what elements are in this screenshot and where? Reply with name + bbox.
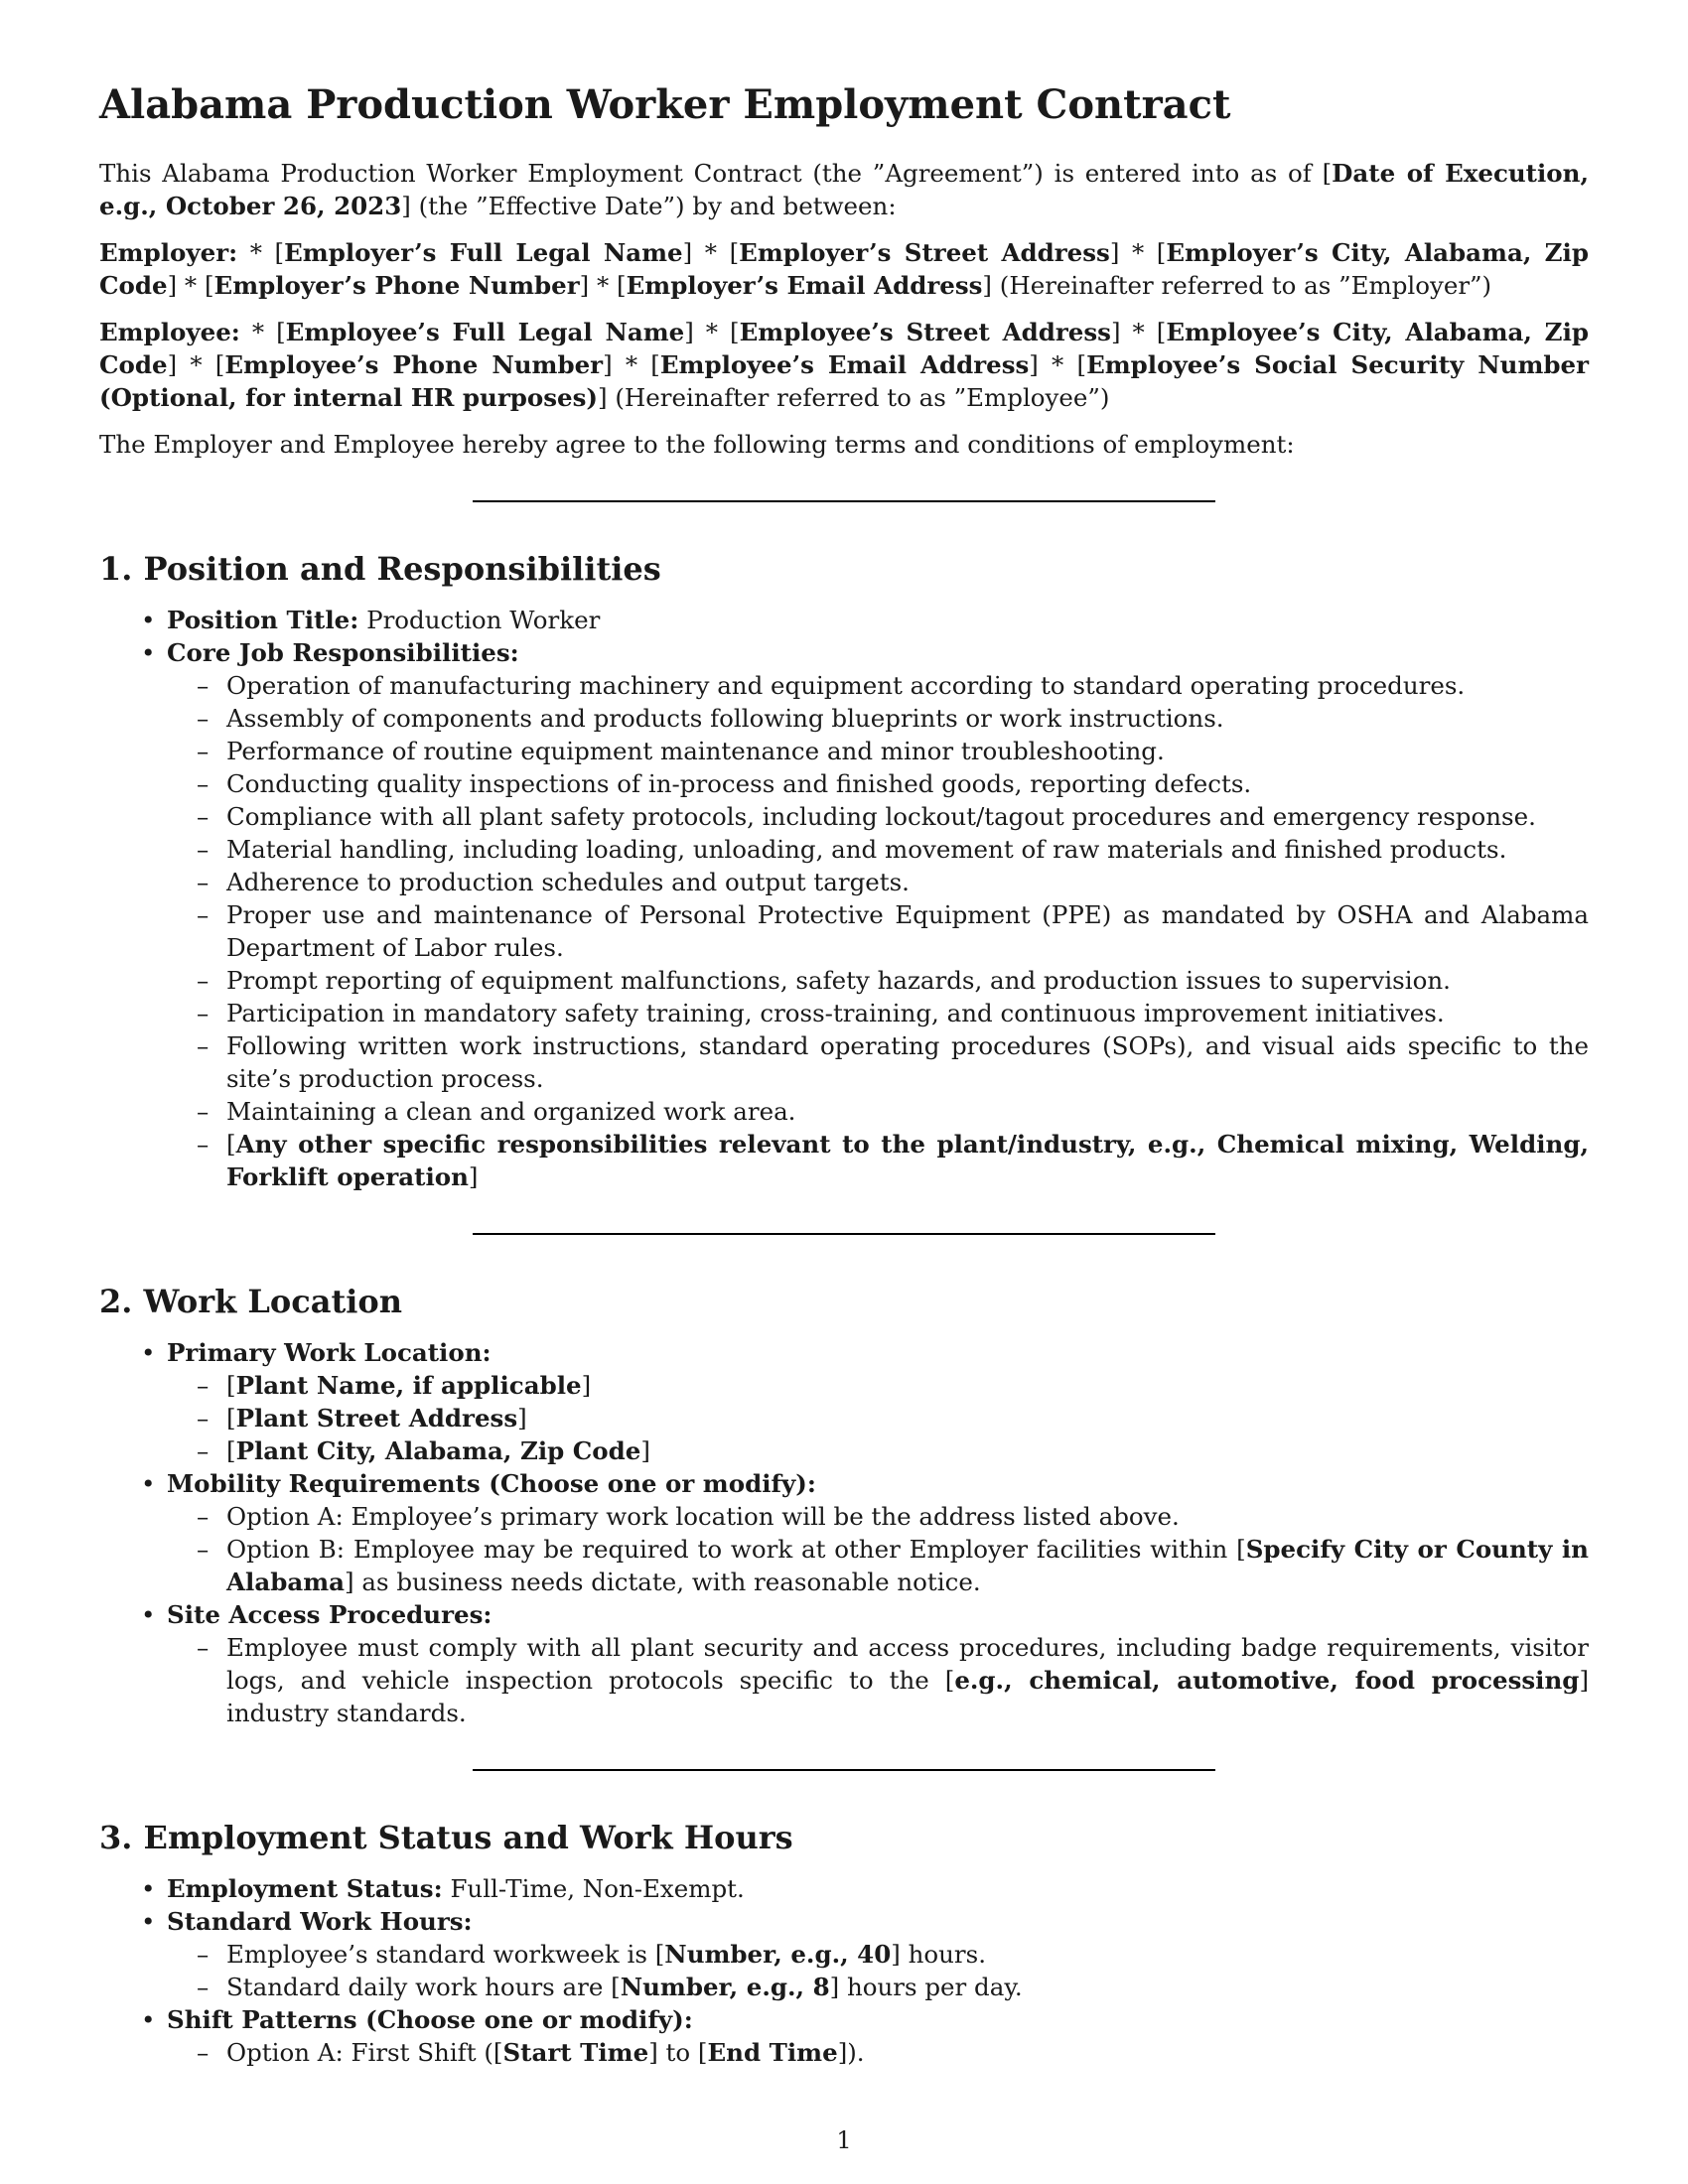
section-3-list [99, 1872, 1589, 2069]
list-item [197, 767, 1589, 800]
daily-hours-placeholder: Number, e.g., 8 [620, 1973, 830, 2001]
employer-name-field: Employer’s Full Legal Name [284, 238, 683, 267]
mobility-list [167, 1500, 1589, 1598]
industry-placeholder: e.g., chemical, automotive, food processing [954, 1666, 1580, 1695]
section-divider [473, 500, 1215, 502]
list-item [197, 997, 1589, 1029]
site-access-prefix: Employee must comply with all plant security and access procedures, including badge requirements, visitor logs, and vehicle inspection protocols specific to the [ [226, 1633, 1589, 1695]
dash-icon: – [197, 1973, 210, 2001]
employee-city-field: Employee’s City, Alabama, Zip Code [99, 318, 1590, 379]
dash-icon: – [197, 1031, 210, 1060]
responsibility-text: Prompt reporting of equipment malfunctions, safety hazards, and production issues to supervision. [226, 966, 1451, 995]
list-item [197, 2036, 1589, 2069]
work-hours-list [167, 1938, 1589, 2003]
list-item [197, 1500, 1589, 1533]
responsibility-text: Assembly of components and products following blueprints or work instructions. [226, 704, 1224, 733]
dash-icon: – [197, 769, 210, 798]
employee-street-field: Employee’s Street Address [739, 318, 1111, 346]
dash-icon: – [197, 1502, 210, 1531]
site-access-suffix: ] industry standards. [226, 1666, 1589, 1727]
list-item [197, 735, 1589, 767]
employer-city-field: Employer’s City, Alabama, Zip Code [99, 238, 1589, 300]
shift-suffix: ]). [837, 2038, 865, 2067]
primary-location-list [167, 1369, 1589, 1467]
list-item [197, 1095, 1589, 1128]
dash-icon: – [197, 1436, 210, 1465]
responsibility-text: Operation of manufacturing machinery and equipment according to standard operating procedures. [226, 671, 1466, 700]
section-divider [473, 1769, 1215, 1771]
section-3-heading: 3. Employment Status and Work Hours [99, 1819, 793, 1856]
primary-location-label: Primary Work Location: [167, 1338, 492, 1367]
dash-icon: – [197, 704, 210, 733]
list-item [141, 604, 1589, 636]
section-2-heading: 2. Work Location [99, 1283, 402, 1320]
workweek-placeholder: Number, e.g., 40 [664, 1940, 892, 1969]
dash-icon: – [197, 2038, 210, 2067]
employee-suffix: (Hereinafter referred to as ”Employee”) [615, 383, 1110, 412]
responsibility-text: Material handling, including loading, unloading, and movement of raw materials and finished products. [226, 835, 1507, 864]
bullet-icon: • [141, 1907, 156, 1936]
responsibility-text: Proper use and maintenance of Personal Protective Equipment (PPE) as mandated by OSHA and Alabama Department of Labor rules. [226, 900, 1589, 962]
list-item [197, 964, 1589, 997]
mobility-option-b-suffix: ] as business needs dictate, with reasonable notice. [345, 1568, 981, 1596]
employee-email-field: Employee’s Email Address [659, 350, 1030, 379]
dash-icon: – [197, 1633, 210, 1662]
bullet-icon: • [141, 1874, 156, 1903]
section-divider [473, 1233, 1215, 1235]
shift-mid: ] to [ [648, 2038, 708, 2067]
list-item [197, 669, 1589, 702]
page-number: 1 [836, 2126, 852, 2154]
dash-icon: – [197, 868, 210, 896]
end-time-placeholder: End Time [707, 2038, 838, 2067]
daily-hours-suffix: ] hours per day. [829, 1973, 1023, 2001]
responsibility-text: Participation in mandatory safety training, cross-training, and continuous improvement initiatives. [226, 999, 1445, 1027]
list-item [197, 898, 1589, 964]
work-hours-label: Standard Work Hours: [167, 1907, 473, 1936]
list-item [141, 1598, 1589, 1729]
list-item [197, 1938, 1589, 1971]
section-2-list [99, 1336, 1589, 1729]
position-label: Position Title: [167, 606, 359, 634]
responsibility-text: Maintaining a clean and organized work area. [226, 1097, 796, 1126]
employer-email-field: Employer’s Email Address [626, 271, 983, 300]
employer-suffix: (Hereinafter referred to as ”Employer”) [999, 271, 1492, 300]
responsibility-text: Following written work instructions, standard operating procedures (SOPs), and visual aids specific to the site’s production process. [226, 1031, 1589, 1093]
responsibility-text: Adherence to production schedules and output targets. [226, 868, 910, 896]
position-value: Production Worker [366, 606, 601, 634]
plant-name-placeholder: Plant Name, if applicable [235, 1371, 582, 1400]
shift-list [167, 2036, 1589, 2069]
city-county-placeholder: Specify City or County in Alabama [226, 1535, 1589, 1596]
dash-icon: – [197, 1535, 210, 1564]
dash-icon: – [197, 1097, 210, 1126]
bullet-icon: • [141, 606, 156, 634]
list-item [197, 702, 1589, 735]
employer-block: Employer: * [Employer’s Full Legal Name] * [Employer’s Street Address] * [Employer’s City, Alabama, Zip Code] * [Employer’s Phone Number] * [Employer’s Email Address] (Hereinafter referred to as ”Employer”) [99, 238, 1589, 300]
dash-icon: – [197, 737, 210, 765]
responsibility-text: Conducting quality inspections of in-process and finished goods, reporting defects. [226, 769, 1252, 798]
dash-icon: – [197, 1404, 210, 1433]
section-1-list [99, 604, 1589, 1193]
list-item [141, 1467, 1589, 1598]
bullet-icon: • [141, 1600, 156, 1629]
bullet-icon: • [141, 1338, 156, 1367]
mobility-label: Mobility Requirements (Choose one or modify): [167, 1469, 816, 1498]
list-item: – [Plant Street Address] [197, 1404, 527, 1433]
contract-page [99, 81, 1589, 2069]
dash-icon: – [197, 1130, 210, 1159]
mobility-option-a: Option A: Employee’s primary work location will be the address listed above. [226, 1502, 1180, 1531]
employee-label: Employee: [99, 318, 240, 346]
shift-patterns-label: Shift Patterns (Choose one or modify): [167, 2005, 693, 2034]
agreement-line: The Employer and Employee hereby agree to the following terms and conditions of employment: [99, 430, 1295, 459]
section-1-heading: 1. Position and Responsibilities [99, 550, 661, 588]
core-responsibilities-label: Core Job Responsibilities: [167, 638, 519, 667]
bullet-icon: • [141, 1469, 156, 1498]
employee-name-field: Employee’s Full Legal Name [285, 318, 685, 346]
list-item: – [Plant Name, if applicable] [197, 1371, 592, 1400]
intro-paragraph [99, 157, 1589, 222]
employment-status-label: Employment Status: [167, 1874, 443, 1903]
list-item [197, 1533, 1589, 1598]
list-item [141, 1905, 1589, 2003]
effective-date-placeholder: Date of Execution, e.g., October 26, 2023 [99, 159, 1589, 220]
list-item [197, 1631, 1589, 1729]
site-access-list [167, 1631, 1589, 1729]
employer-label: Employer: [99, 238, 238, 267]
dash-icon: – [197, 1371, 210, 1400]
responsibilities-list [167, 669, 1589, 1193]
plant-street-placeholder: Plant Street Address [235, 1404, 518, 1433]
employer-street-field: Employer’s Street Address [739, 238, 1110, 267]
list-item [141, 1872, 1589, 1905]
bullet-icon: • [141, 2005, 156, 2034]
list-item [197, 866, 1589, 898]
document-title: Alabama Production Worker Employment Contract [99, 81, 1231, 128]
bullet-icon: • [141, 638, 156, 667]
responsibility-text: Compliance with all plant safety protocols, including lockout/tagout procedures and emergency response. [226, 802, 1536, 831]
dash-icon: – [197, 900, 210, 929]
intro-prefix: This Alabama Production Worker Employment Contract (the ”Agreement”) is entered into as of [ [99, 159, 1333, 188]
shift-prefix: Option A: First Shift ([ [226, 2038, 503, 2067]
intro-suffix: ] (the ”Effective Date”) by and between: [401, 192, 897, 220]
list-item [197, 1029, 1589, 1095]
employment-status-value: Full-Time, Non-Exempt. [450, 1874, 745, 1903]
list-item: – [Plant City, Alabama, Zip Code] [197, 1436, 650, 1465]
dash-icon: – [197, 966, 210, 995]
list-item [197, 1971, 1589, 2003]
dash-icon: – [197, 835, 210, 864]
workweek-suffix: ] hours. [891, 1940, 986, 1969]
list-item [141, 1336, 1589, 1467]
employee-ssn-field: Employee’s Social Security Number (Optional, for internal HR purposes) [99, 350, 1589, 412]
employee-block: Employee: * [Employee’s Full Legal Name] * [Employee’s Street Address] * [Employee’s City, Alabama, Zip Code] * [Employee’s Phone Number] * [Employee’s Email Address] * [Employee’s Social Security Number (Optional, for internal HR purposes)] (Hereinafter referred to as ”Employee”) [99, 318, 1590, 412]
dash-icon: – [197, 802, 210, 831]
list-item [197, 800, 1589, 833]
responsibility-text: Performance of routine equipment maintenance and minor troubleshooting. [226, 737, 1165, 765]
dash-icon: – [197, 671, 210, 700]
list-item [141, 2003, 1589, 2069]
dash-icon: – [197, 999, 210, 1027]
employer-phone-field: Employer’s Phone Number [213, 271, 580, 300]
list-item [141, 636, 1589, 1193]
employee-phone-field: Employee’s Phone Number [224, 350, 604, 379]
plant-city-placeholder: Plant City, Alabama, Zip Code [235, 1436, 641, 1465]
list-item: – [Any other specific responsibilities relevant to the plant/industry, e.g., Chemical mixing, Welding, Forklift operation] [197, 1130, 1589, 1191]
dash-icon: – [197, 1940, 210, 1969]
mobility-option-b-prefix: Option B: Employee may be required to work at other Employer facilities within [ [226, 1535, 1246, 1564]
daily-hours-prefix: Standard daily work hours are [ [226, 1973, 621, 2001]
other-responsibilities-placeholder: Any other specific responsibilities relevant to the plant/industry, e.g., Chemical mixing, Welding, Forklift operation [226, 1130, 1589, 1191]
start-time-placeholder: Start Time [502, 2038, 649, 2067]
site-access-label: Site Access Procedures: [167, 1600, 492, 1629]
list-item [197, 833, 1589, 866]
workweek-prefix: Employee’s standard workweek is [ [226, 1940, 665, 1969]
